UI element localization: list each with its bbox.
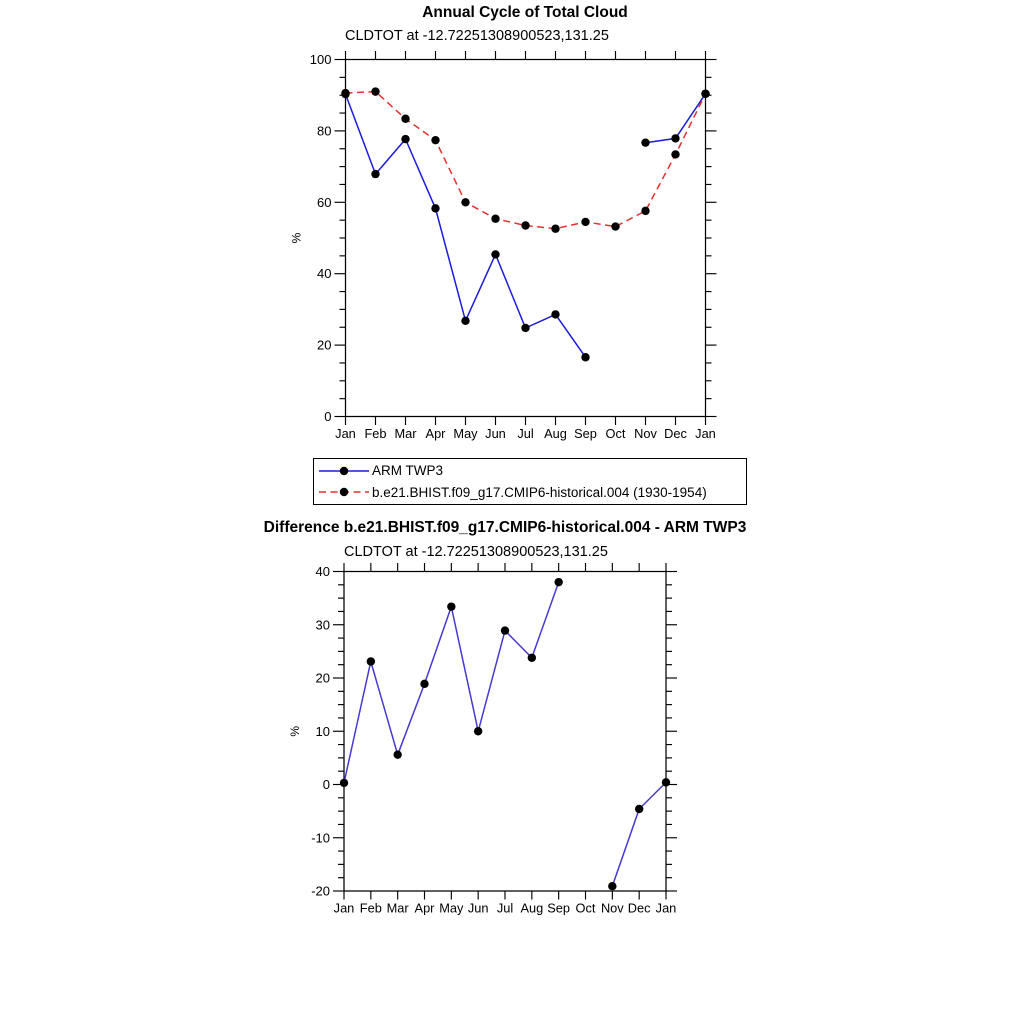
svg-text:20: 20 bbox=[315, 670, 330, 686]
svg-text:Sep: Sep bbox=[547, 900, 571, 916]
svg-text:-20: -20 bbox=[311, 883, 330, 899]
svg-text:Jan: Jan bbox=[333, 900, 355, 916]
svg-text:May: May bbox=[453, 426, 478, 441]
chart-legend bbox=[313, 458, 747, 505]
svg-text:-10: -10 bbox=[311, 830, 330, 846]
svg-text:40: 40 bbox=[315, 564, 330, 579]
svg-text:0: 0 bbox=[324, 409, 332, 424]
svg-text:100: 100 bbox=[309, 52, 332, 67]
svg-text:0: 0 bbox=[322, 777, 330, 792]
diff-chart-subtitle: CLDTOT at -12.72251308900523,131.25 bbox=[344, 544, 608, 560]
svg-text:20: 20 bbox=[317, 337, 332, 353]
svg-text:40: 40 bbox=[317, 266, 332, 282]
svg-text:Mar: Mar bbox=[394, 426, 417, 441]
svg-text:%: % bbox=[288, 725, 302, 737]
svg-text:Jun: Jun bbox=[485, 426, 506, 441]
blue-line-sample-icon bbox=[316, 461, 372, 481]
svg-text:30: 30 bbox=[315, 617, 330, 633]
svg-text:Oct: Oct bbox=[605, 426, 626, 441]
svg-text:Nov: Nov bbox=[600, 900, 624, 916]
svg-text:Jul: Jul bbox=[517, 426, 534, 441]
svg-text:May: May bbox=[439, 900, 464, 916]
svg-text:80: 80 bbox=[317, 123, 332, 139]
svg-text:Jan: Jan bbox=[655, 900, 677, 916]
svg-text:Nov: Nov bbox=[634, 426, 657, 441]
red-dashed-line-sample-icon bbox=[316, 482, 372, 502]
svg-text:%: % bbox=[289, 232, 304, 244]
svg-text:60: 60 bbox=[317, 194, 332, 210]
legend-item-model bbox=[316, 482, 744, 503]
legend-label-arm-twp3: ARM TWP3 bbox=[372, 463, 444, 479]
svg-text:Jan: Jan bbox=[335, 426, 356, 441]
svg-text:Oct: Oct bbox=[575, 900, 596, 916]
top-chart-title: Annual Cycle of Total Cloud bbox=[422, 4, 628, 21]
top-chart-subtitle: CLDTOT at -12.72251308900523,131.25 bbox=[345, 28, 609, 44]
svg-text:Jun: Jun bbox=[467, 900, 489, 916]
svg-text:Mar: Mar bbox=[386, 900, 409, 916]
svg-text:10: 10 bbox=[315, 723, 330, 739]
svg-text:Dec: Dec bbox=[627, 900, 651, 916]
svg-text:Apr: Apr bbox=[414, 900, 435, 916]
svg-text:Apr: Apr bbox=[425, 426, 446, 441]
svg-text:Feb: Feb bbox=[364, 426, 387, 441]
svg-text:Sep: Sep bbox=[574, 426, 597, 441]
svg-text:Aug: Aug bbox=[520, 900, 544, 916]
svg-text:Dec: Dec bbox=[664, 426, 687, 441]
legend-label-model: b.e21.BHIST.f09_g17.CMIP6-historical.004 (1930-1954) bbox=[372, 484, 707, 500]
svg-text:Jan: Jan bbox=[695, 426, 716, 441]
svg-text:Feb: Feb bbox=[359, 900, 382, 916]
svg-text:Aug: Aug bbox=[544, 426, 567, 441]
svg-text:Jul: Jul bbox=[496, 900, 514, 916]
legend-item-arm-twp3 bbox=[316, 460, 744, 481]
diff-chart-title: Difference b.e21.BHIST.f09_g17.CMIP6-historical.004 - ARM TWP3 bbox=[263, 519, 747, 536]
